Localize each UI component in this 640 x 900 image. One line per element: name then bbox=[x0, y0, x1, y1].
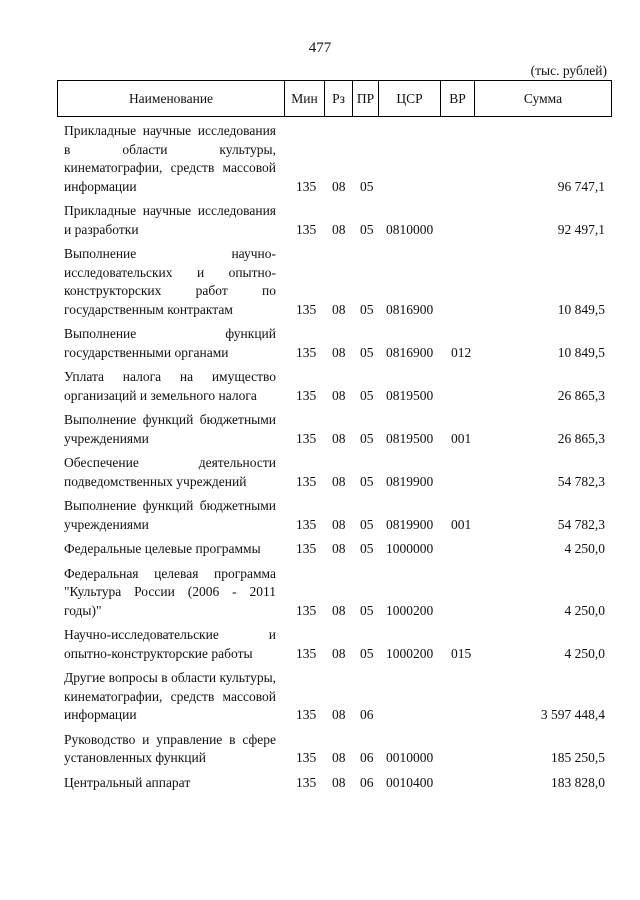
row-vr: 001 bbox=[451, 430, 472, 446]
row-pr: 05 bbox=[360, 473, 374, 489]
table-row bbox=[64, 774, 612, 793]
row-pr: 05 bbox=[360, 344, 374, 360]
table-header bbox=[57, 80, 612, 117]
row-pr: 06 bbox=[360, 707, 374, 722]
row-csr: 0010000 bbox=[386, 750, 434, 765]
row-csr: 1000000 bbox=[386, 541, 434, 556]
header-pr: ПР bbox=[352, 81, 378, 116]
row-sum: 54 782,3 bbox=[557, 473, 605, 489]
table-row bbox=[64, 245, 612, 319]
table-body bbox=[64, 122, 612, 798]
row-sum: 92 497,1 bbox=[557, 221, 605, 237]
header-csr: ЦСР bbox=[378, 81, 440, 116]
row-pr: 05 bbox=[360, 221, 374, 237]
row-sum: 96 747,1 bbox=[557, 178, 605, 194]
row-rz: 08 bbox=[332, 473, 346, 489]
row-min: 135 bbox=[296, 430, 317, 446]
row-pr: 05 bbox=[360, 541, 374, 556]
row-name: Прикладные научные исследования в области культуры, кинематографии, средств массовой информации bbox=[64, 123, 276, 194]
row-pr: 05 bbox=[360, 645, 374, 661]
row-vr: 012 bbox=[451, 344, 472, 360]
header-name: Наименование bbox=[128, 90, 214, 106]
row-pr: 05 bbox=[360, 178, 374, 194]
table-row bbox=[64, 626, 612, 663]
row-name: Центральный аппарат bbox=[64, 774, 191, 790]
header-vr: ВР bbox=[440, 81, 474, 116]
header-min: Мин bbox=[284, 81, 324, 116]
row-pr: 06 bbox=[360, 750, 374, 765]
row-csr: 0819900 bbox=[386, 473, 434, 489]
row-min: 135 bbox=[296, 387, 317, 403]
row-min: 135 bbox=[296, 707, 317, 722]
row-sum: 26 865,3 bbox=[557, 430, 605, 446]
row-vr: 001 bbox=[451, 516, 472, 532]
row-pr: 05 bbox=[360, 516, 374, 532]
row-name: Выполнение функций бюджетными учреждениями bbox=[64, 498, 276, 532]
row-min: 135 bbox=[296, 473, 317, 489]
row-pr: 05 bbox=[360, 602, 374, 618]
row-csr: 0816900 bbox=[386, 301, 434, 317]
row-vr: 015 bbox=[451, 645, 472, 661]
row-name: Федеральные целевые программы bbox=[64, 541, 261, 556]
row-csr: 0819900 bbox=[386, 516, 434, 532]
row-rz: 08 bbox=[332, 387, 346, 403]
row-name: Прикладные научные исследования и разработки bbox=[64, 203, 276, 237]
row-rz: 08 bbox=[332, 750, 346, 765]
row-rz: 08 bbox=[332, 344, 346, 360]
table-row bbox=[64, 669, 612, 725]
table-row bbox=[64, 540, 612, 559]
row-csr: 1000200 bbox=[386, 602, 434, 618]
row-sum: 183 828,0 bbox=[551, 774, 605, 790]
row-name: Обеспечение деятельности подведомственных учреждений bbox=[64, 455, 276, 489]
row-min: 135 bbox=[296, 178, 317, 194]
table-row bbox=[64, 454, 612, 491]
table-row bbox=[64, 731, 612, 768]
table-row bbox=[64, 122, 612, 196]
table-row bbox=[64, 368, 612, 405]
row-sum: 185 250,5 bbox=[551, 750, 605, 765]
table-row bbox=[64, 565, 612, 621]
row-name: Другие вопросы в области культуры, кинематографии, средств массовой информации bbox=[64, 670, 277, 722]
row-sum: 4 250,0 bbox=[564, 602, 605, 618]
row-min: 135 bbox=[296, 774, 317, 790]
row-name: Федеральная целевая программа "Культура России (2006 - 2011 годы)" bbox=[64, 565, 276, 618]
row-sum: 4 250,0 bbox=[564, 645, 605, 661]
row-csr: 0010400 bbox=[386, 774, 434, 790]
table-row bbox=[64, 325, 612, 362]
row-rz: 08 bbox=[332, 602, 346, 618]
row-name: Выполнение функций бюджетными учреждениями bbox=[64, 412, 276, 446]
header-rz: Рз bbox=[324, 81, 352, 116]
row-pr: 05 bbox=[360, 430, 374, 446]
row-sum: 4 250,0 bbox=[564, 541, 605, 556]
row-rz: 08 bbox=[332, 430, 346, 446]
row-name: Руководство и управление в сфере установленных функций bbox=[64, 731, 276, 765]
row-min: 135 bbox=[296, 301, 317, 317]
row-min: 135 bbox=[296, 602, 317, 618]
row-csr: 0819500 bbox=[386, 430, 434, 446]
row-sum: 26 865,3 bbox=[557, 387, 605, 403]
row-sum: 3 597 448,4 bbox=[540, 707, 605, 722]
row-csr: 1000200 bbox=[386, 645, 434, 661]
row-rz: 08 bbox=[332, 774, 346, 790]
row-rz: 08 bbox=[332, 516, 346, 532]
row-rz: 08 bbox=[332, 707, 346, 722]
row-rz: 08 bbox=[332, 301, 346, 317]
row-pr: 05 bbox=[360, 387, 374, 403]
units-note: (тыс. рублей) bbox=[530, 63, 607, 78]
row-sum: 10 849,5 bbox=[557, 301, 605, 317]
row-rz: 08 bbox=[332, 645, 346, 661]
table-row bbox=[64, 497, 612, 534]
row-sum: 10 849,5 bbox=[557, 344, 605, 360]
row-csr: 0816900 bbox=[386, 344, 434, 360]
header-sum: Сумма bbox=[474, 81, 611, 116]
row-min: 135 bbox=[296, 750, 317, 765]
row-sum: 54 782,3 bbox=[557, 516, 605, 532]
row-name: Выполнение функций государственными органами bbox=[64, 326, 276, 360]
row-name: Уплата налога на имущество организаций и земельного налога bbox=[64, 369, 276, 403]
row-min: 135 bbox=[296, 516, 317, 532]
table-row bbox=[64, 411, 612, 448]
row-csr: 0819500 bbox=[386, 387, 434, 403]
row-min: 135 bbox=[296, 645, 317, 661]
row-min: 135 bbox=[296, 541, 317, 556]
row-rz: 08 bbox=[332, 541, 346, 556]
page-number: 477 bbox=[308, 40, 332, 56]
row-name: Научно-исследовательские и опытно-конструкторские работы bbox=[64, 627, 276, 661]
row-rz: 08 bbox=[332, 178, 346, 194]
row-name: Выполнение научно-исследовательских и опытно-конструкторских работ по государственным контрактам bbox=[64, 246, 276, 317]
row-pr: 06 bbox=[360, 774, 374, 790]
row-pr: 05 bbox=[360, 301, 374, 317]
row-rz: 08 bbox=[332, 221, 346, 237]
row-min: 135 bbox=[296, 221, 317, 237]
row-min: 135 bbox=[296, 344, 317, 360]
row-csr: 0810000 bbox=[386, 221, 434, 237]
table-row bbox=[64, 202, 612, 239]
